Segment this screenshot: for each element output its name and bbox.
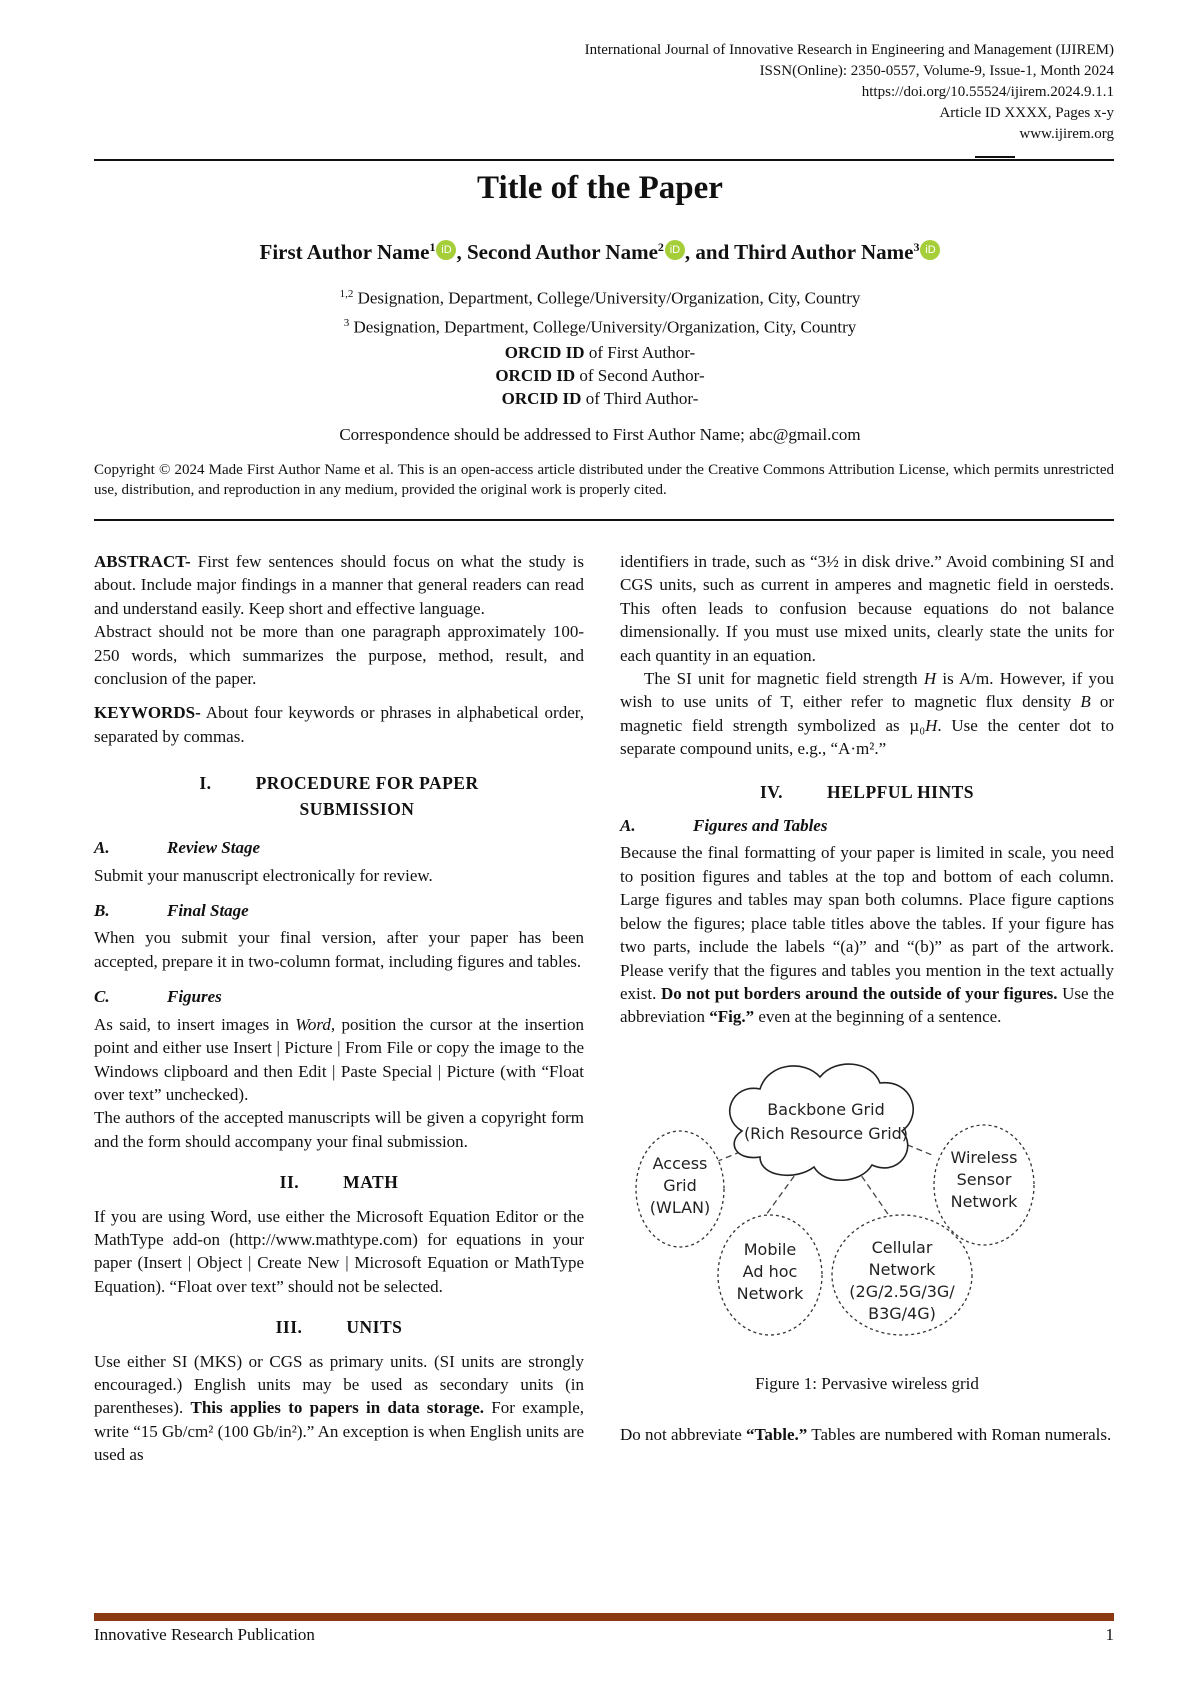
affiliations <box>0 282 1200 339</box>
right-column <box>620 550 1114 1447</box>
subsection-heading-a <box>94 836 584 859</box>
backbone-label-1: Backbone Grid <box>767 1099 885 1119</box>
section-number: IV. <box>759 781 784 802</box>
section-title: UNITS <box>346 1317 403 1338</box>
review-stage-text: Submit your manuscript electronically for review. <box>94 865 433 885</box>
units-text-cont: identifiers in trade, such as “3½ in disk drive.” Avoid combining SI and CGS units, such as current in amperes and magnetic field in oersteds. This often leads to confusion because equations do not balance dimensionally. If you must use mixed units, clearly state the units for each quantity in an equation. <box>620 552 1114 665</box>
figure-1 <box>620 1053 1114 1358</box>
backbone-label-2: (Rich Resource Grid) <box>743 1123 909 1143</box>
text-run: . Use the center dot to separate compound units, e.g., “A·m².” <box>620 715 1114 759</box>
backbone-cloud <box>730 1064 913 1180</box>
keywords-label: KEYWORDS- <box>94 703 201 723</box>
journal-header <box>414 40 1114 145</box>
mobile-label-1: Mobile <box>743 1239 797 1259</box>
italic-word: Word, <box>295 1014 336 1034</box>
cellular-label-4: B3G/4G) <box>868 1303 936 1323</box>
orcid-line <box>0 364 1200 387</box>
text-run: As said, to insert images in <box>94 1014 296 1034</box>
text-run: Do not abbreviate <box>620 1425 747 1445</box>
units-text-2 <box>620 667 1114 761</box>
wireless-grid-diagram <box>620 1053 1114 1358</box>
subsection-title: Figures <box>167 987 222 1007</box>
author-separator: , <box>456 240 467 264</box>
footer-rule <box>94 1613 1114 1621</box>
wireless-label-1: Wireless <box>950 1147 1018 1167</box>
figures-text-2: The authors of the accepted manuscripts will be given a copyright form and the form should accompany your final submission. <box>94 1108 584 1151</box>
author-name: Second Author Name <box>466 240 658 264</box>
section-heading-3 <box>94 1316 584 1339</box>
table-note <box>620 1423 1114 1446</box>
text-run: is A/m. However, if you wish to use units of T, either refer to magnetic flux density <box>620 669 1114 712</box>
italic-symbol: H <box>925 715 938 735</box>
cellular-label-2: Network <box>868 1259 936 1279</box>
bold-run: “Table.” <box>746 1425 808 1445</box>
text-run: Because the final formatting of your paper is limited in scale, you need to position figures and tables at the top and bottom of each column. Large figures and tables may span both columns. Place figure captions below the figures; place table titles above the tables. If your figure has two parts, include the labels “(a)” and “(b)” as part of the artwork. Please verify that the figures and tables you mention in the text actually exist. <box>620 843 1114 1003</box>
section-title: HELPFUL HINTS <box>827 781 975 802</box>
affiliation <box>0 282 1200 311</box>
author-sup: 3 <box>913 240 920 254</box>
author-name: Third Author Name <box>734 240 914 264</box>
subsection-letter: A. <box>620 816 636 836</box>
orcid-text: of Third Author- <box>581 389 699 408</box>
affiliation-sup: 3 <box>343 316 350 329</box>
keywords-text: About four keywords or phrases in alphabetical order, separated by commas. <box>94 703 584 746</box>
access-label-2: Grid <box>663 1175 697 1195</box>
subsection-heading-4a <box>620 814 1114 837</box>
header-rule <box>94 159 1114 161</box>
page-number: 1 <box>1105 1625 1114 1644</box>
bold-run: Do not put borders around the outside of your figures. <box>661 983 1058 1003</box>
author-sup: 1 <box>429 240 436 254</box>
author-list <box>0 240 1200 265</box>
text-run: The SI unit for magnetic field strength <box>644 669 924 689</box>
orcid-label: ORCID ID <box>495 366 576 385</box>
subsection-letter: B. <box>94 901 110 921</box>
section-heading-2 <box>94 1171 584 1194</box>
journal-issn: ISSN(Online): 2350-0557, Volume-9, Issue-1, Month 2024 <box>759 63 1114 79</box>
author-sup: 2 <box>657 240 664 254</box>
orcid-icon[interactable]: iD <box>665 240 685 260</box>
section-title: PROCEDURE FOR PAPER <box>255 773 479 794</box>
bold-run: “Fig.” <box>709 1007 755 1027</box>
text-run: Use the abbreviation <box>620 983 1115 1027</box>
orcid-label: ORCID ID <box>504 343 585 362</box>
orcid-text: of Second Author- <box>575 366 705 385</box>
journal-name: International Journal of Innovative Research in Engineering and Management (IJIREM) <box>584 42 1114 58</box>
section-number: III. <box>275 1317 303 1338</box>
orcid-text: of First Author- <box>584 343 696 362</box>
publisher-name: Innovative Research Publication <box>94 1625 315 1644</box>
left-column <box>94 550 584 1467</box>
final-stage-text: When you submit your final version, after your paper has been accepted, prepare it in two-column format, including figures and tables. <box>94 928 584 971</box>
text-run: For example, write “15 Gb/cm² (100 Gb/in²).” An exception is when English units are used as <box>94 1398 585 1465</box>
front-matter-rule <box>94 519 1114 521</box>
wireless-label-2: Sensor <box>956 1169 1012 1189</box>
affiliation <box>0 311 1200 340</box>
access-label-1: Access <box>652 1153 708 1173</box>
section-number: I. <box>199 773 212 794</box>
keywords <box>94 701 584 748</box>
italic-symbol: B <box>1080 692 1091 712</box>
access-label-3: (WLAN) <box>649 1197 711 1217</box>
subsection-heading-c <box>94 985 584 1008</box>
math-text: If you are using Word, use either the Microsoft Equation Editor or the MathType add-on (http://www.mathtype.com) for equations in your paper (Insert | Object | Create New | Microsoft Equation or MathType Equation). “Float over text” should not be selected. <box>94 1206 584 1296</box>
text-run: Tables are numbered with Roman numerals. <box>807 1425 1112 1445</box>
mobile-label-2: Ad hoc <box>742 1261 798 1281</box>
bold-run: This applies to papers in data storage. <box>190 1398 484 1418</box>
paper-title: Title of the Paper <box>477 170 723 206</box>
subsection-title: Final Stage <box>167 901 249 921</box>
journal-doi[interactable]: https://doi.org/10.55524/ijirem.2024.9.1.1 <box>861 84 1114 100</box>
section-number: II. <box>279 1172 300 1193</box>
figure-caption: Figure 1: Pervasive wireless grid <box>755 1373 979 1393</box>
orcid-list <box>0 341 1200 410</box>
correspondence: Correspondence should be addressed to First Author Name; abc@gmail.com <box>339 425 861 444</box>
subsection-heading-b <box>94 899 584 922</box>
header-rule-accent <box>975 156 1015 158</box>
text-run: even at the beginning of a sentence. <box>754 1007 1002 1027</box>
hints-text <box>620 841 1114 1028</box>
orcid-icon[interactable]: iD <box>920 240 940 260</box>
subsection-letter: C. <box>94 987 110 1007</box>
author-separator: , and <box>684 240 735 264</box>
section-title-cont: SUBMISSION <box>299 799 415 820</box>
author-name: First Author Name <box>259 240 430 264</box>
section-heading-1 <box>94 770 584 822</box>
italic-symbol: H <box>923 669 937 689</box>
abstract-text-2: Abstract should not be more than one paragraph approximately 100-250 words, which summarizes the purpose, method, result, and conclusion of the paper. <box>94 622 584 689</box>
cellular-label-1: Cellular <box>871 1237 933 1257</box>
units-text <box>94 1350 584 1467</box>
mobile-label-3: Network <box>736 1283 804 1303</box>
article-id: Article ID XXXX, Pages x-y <box>939 105 1114 121</box>
text-run: Use either SI (MKS) or CGS as primary units. (SI units are strongly encouraged.) English units may be used as secondary units (in parentheses). <box>94 1351 584 1418</box>
abstract <box>94 550 584 620</box>
subsection-title: Figures and Tables <box>693 816 828 836</box>
copyright-notice: Copyright © 2024 Made First Author Name et al. This is an open-access article distributed under the Creative Commons Attribution License, which permits unrestricted use, distribution, and reproduction in any medium, provided the original work is properly cited. <box>94 462 1114 498</box>
affiliation-text: Designation, Department, College/University/Organization, City, Country <box>349 317 857 337</box>
section-title: MATH <box>343 1172 399 1193</box>
figures-text <box>94 1013 584 1107</box>
journal-website[interactable]: www.ijirem.org <box>1019 126 1114 142</box>
orcid-line <box>0 341 1200 364</box>
orcid-label: ORCID ID <box>501 389 582 408</box>
orcid-icon[interactable]: iD <box>436 240 456 260</box>
section-heading-4 <box>620 781 1114 804</box>
affiliation-sup: 1,2 <box>339 288 354 300</box>
abstract-text: First few sentences should focus on what the study is about. Include major findings in a manner that general readers can read and understand easily. Keep short and effective language. <box>94 552 584 618</box>
text-run: position the cursor at the insertion point and either use Insert | Picture | From File or copy the image to the Windows clipboard and then Edit | Paste Special | Picture (with “Float over text” unchecked). <box>94 1014 584 1104</box>
wireless-label-3: Network <box>950 1191 1018 1211</box>
text-run: or magnetic field strength symbolized as µ₀ <box>620 692 1114 735</box>
subsection-letter: A. <box>94 838 110 858</box>
orcid-line <box>0 387 1200 410</box>
abstract-label: ABSTRACT- <box>94 552 191 571</box>
cellular-label-3: (2G/2.5G/3G/ <box>849 1281 955 1301</box>
subsection-title: Review Stage <box>167 838 261 858</box>
page-footer <box>94 1625 1114 1645</box>
affiliation-text: Designation, Department, College/University/Organization, City, Country <box>353 288 861 308</box>
